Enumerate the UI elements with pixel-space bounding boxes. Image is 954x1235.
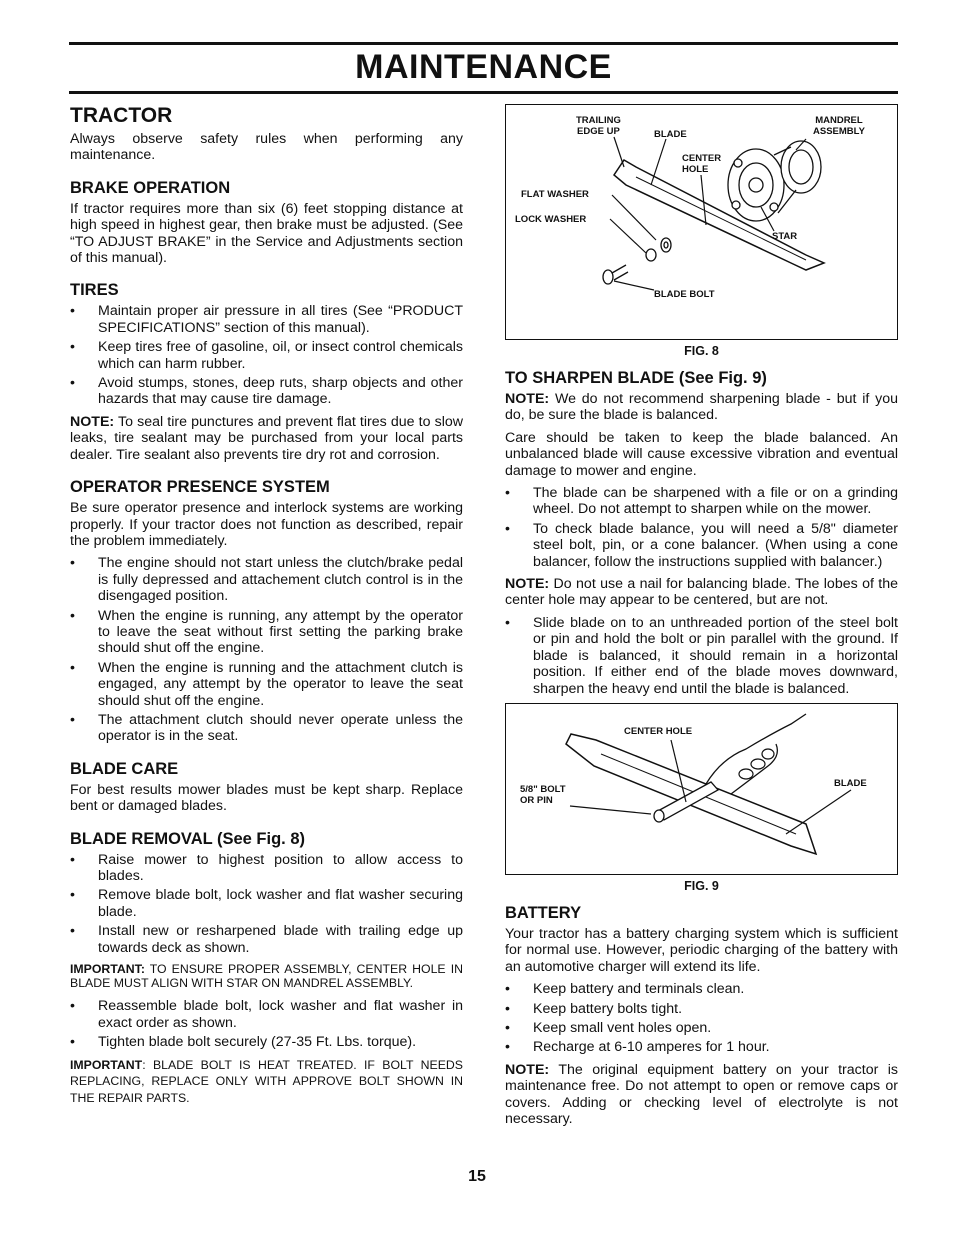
page-number: 15 xyxy=(468,1168,486,1185)
note-label: NOTE: xyxy=(505,1061,550,1078)
label-flat-washer: FLAT WASHER xyxy=(521,189,589,200)
blade-removal-heading: BLADE REMOVAL (See Fig. 8) xyxy=(70,829,305,848)
note-label: NOTE: xyxy=(505,391,550,407)
list-item: • Keep battery and terminals clean. xyxy=(505,981,898,997)
page-title: MAINTENANCE xyxy=(355,48,612,86)
important-note-2 xyxy=(70,1057,463,1107)
label-blade-bolt: BLADE BOLT xyxy=(654,289,715,300)
important-label: IMPORTANT xyxy=(70,1057,143,1072)
label-blade: BLADE xyxy=(654,129,687,140)
ops-text: Be sure operator presence and interlock systems are working properly. If your tractor does not function as described, repair the problem immediately. xyxy=(70,500,463,549)
sharpen-heading: TO SHARPEN BLADE (See Fig. 9) xyxy=(505,369,767,387)
list-item: • Tighten blade bolt securely (27-35 Ft. Lbs. torque). xyxy=(70,1034,463,1050)
important-label: IMPORTANT: xyxy=(70,962,145,977)
tires-note xyxy=(70,414,463,463)
tires-list xyxy=(70,303,463,407)
balance-list xyxy=(505,615,898,697)
note-text: The original equipment battery on your tractor is maintenance free. Do not attempt to open or remove caps or covers. Adding or checking level of electrolyte is not necessary. xyxy=(505,1061,898,1127)
label-center-hole: CENTER HOLE xyxy=(624,725,693,737)
figure-9-caption: FIG. 9 xyxy=(684,878,719,893)
header-rule-bottom xyxy=(69,91,898,94)
list-item: • The attachment clutch should never operate unless the operator is in the seat. xyxy=(70,712,463,745)
tires-heading: TIRES xyxy=(70,281,119,300)
list-item: • Raise mower to highest position to allow access to blades. xyxy=(70,852,463,885)
important-note-1 xyxy=(70,962,463,990)
list-item: • When the engine is running and the attachment clutch is engaged, any attempt by the operator to leave the seat should shut off the engine. xyxy=(70,660,463,709)
label-bolt-or-pin: 5/8" BOLT OR PIN xyxy=(520,783,566,806)
list-item: • Keep battery bolts tight. xyxy=(505,1001,898,1017)
label-trailing-edge: TRAILING EDGE UP xyxy=(576,115,621,137)
brake-heading: BRAKE OPERATION xyxy=(70,178,231,197)
left-column xyxy=(70,104,463,1114)
list-item: • Recharge at 6-10 amperes for 1 hour. xyxy=(505,1039,898,1055)
note-label: NOTE: xyxy=(505,576,550,593)
note-text: Do not use a nail for balancing blade. The lobes of the center hole may appear to be centered, but are not. xyxy=(505,576,898,609)
label-center-hole: CENTER HOLE xyxy=(682,153,722,175)
figure-8-caption: FIG. 8 xyxy=(684,344,719,358)
list-item: • The blade can be sharpened with a file or on a grinding wheel. Do not attempt to sharpen while on the mower. xyxy=(505,485,898,518)
label-blade: BLADE xyxy=(834,777,867,789)
blade-removal-list xyxy=(70,852,463,956)
list-item: • The engine should not start unless the clutch/brake pedal is fully depressed and attachement clutch control is in the disengaged position. xyxy=(70,555,463,604)
important-text: TO ENSURE PROPER ASSEMBLY, CENTER HOLE IN BLADE MUST ALIGN WITH STAR ON MANDREL ASSEMBLY. xyxy=(70,962,463,991)
ops-heading: OPERATOR PRESENCE SYSTEM xyxy=(70,478,330,497)
battery-note xyxy=(505,1062,898,1128)
ops-list xyxy=(70,555,463,744)
sharpen-text: Care should be taken to keep the blade balanced. An unbalanced blade will cause excessive vibration and eventual damage to mower and engine. xyxy=(505,429,898,479)
label-lock-washer: LOCK WASHER xyxy=(515,214,587,225)
sharpen-note-2 xyxy=(505,576,898,609)
list-item: • Install new or resharpened blade with trailing edge up towards deck as shown. xyxy=(70,923,463,956)
list-item: • Keep tires free of gasoline, oil, or insect control chemicals which can harm rubber. xyxy=(70,339,463,372)
list-item: • Reassemble blade bolt, lock washer and flat washer in exact order as shown. xyxy=(70,998,463,1031)
list-item: • Remove blade bolt, lock washer and flat washer securing blade. xyxy=(70,887,463,920)
tractor-heading: TRACTOR xyxy=(70,104,173,127)
blade-care-text: For best results mower blades must be kept sharp. Replace bent or damaged blades. xyxy=(70,781,463,815)
label-star: STAR xyxy=(772,231,798,242)
blade-care-heading: BLADE CARE xyxy=(70,759,179,778)
figure-9 xyxy=(505,703,898,875)
sharpen-list xyxy=(505,485,898,570)
list-item: • When the engine is running, any attempt by the operator to leave the seat without first setting the parking brake should shut off the engine. xyxy=(70,608,463,657)
note-text: We do not recommend sharpening blade - but if you do, be sure the blade is balanced. xyxy=(505,391,898,424)
battery-list xyxy=(505,981,898,1056)
right-column xyxy=(505,104,898,1133)
header-rule-top xyxy=(69,42,898,45)
blade-reassembly-list xyxy=(70,998,463,1050)
list-item: • To check blade balance, you will need a 5/8" diameter steel bolt, pin, or a cone balancer. (When using a cone balancer, follow the instructions supplied with balancer.) xyxy=(505,521,898,570)
tractor-intro: Always observe safety rules when performing any maintenance. xyxy=(70,131,463,164)
note-label: NOTE: xyxy=(70,413,115,430)
battery-heading: BATTERY xyxy=(505,903,582,922)
sharpen-note-1 xyxy=(505,391,898,424)
label-mandrel-assembly: MANDREL ASSEMBLY xyxy=(813,115,865,137)
list-item: • Slide blade on to an unthreaded portion of the steel bolt or pin and hold the bolt or pin parallel with the ground. If blade is balanced, it should remain in a horizontal position. If either end of the blade moves downward, sharpen the heavy end until the blade is balanced. xyxy=(505,615,898,697)
important-text: : BLADE BOLT IS HEAT TREATED. IF BOLT NEEDS REPLACING, REPLACE ONLY WITH APPROVE BOLT SHOWN IN THE REPAIR PARTS. xyxy=(70,1057,463,1105)
battery-text: Your tractor has a battery charging system which is sufficient for normal use. However, periodic charging of the battery with an automotive charger will extend its life. xyxy=(505,925,898,975)
list-item: • Maintain proper air pressure in all tires (See “PRODUCT SPECIFICATIONS” section of this manual). xyxy=(70,303,463,336)
list-item: • Keep small vent holes open. xyxy=(505,1020,898,1036)
note-text: To seal tire punctures and prevent flat tires due to slow leaks, tire sealant may be purchased from your local parts dealer. Tire sealant also prevents tire dry rot and corrosion. xyxy=(70,413,463,463)
list-item: • Avoid stumps, stones, deep ruts, sharp objects and other hazards that may cause tire damage. xyxy=(70,375,463,408)
brake-text: If tractor requires more than six (6) feet stopping distance at high speed in highest gear, then brake must be adjusted. (See “TO ADJUST BRAKE” in the Service and Adjustments section of this manual). xyxy=(70,200,463,267)
figure-8 xyxy=(505,104,898,340)
